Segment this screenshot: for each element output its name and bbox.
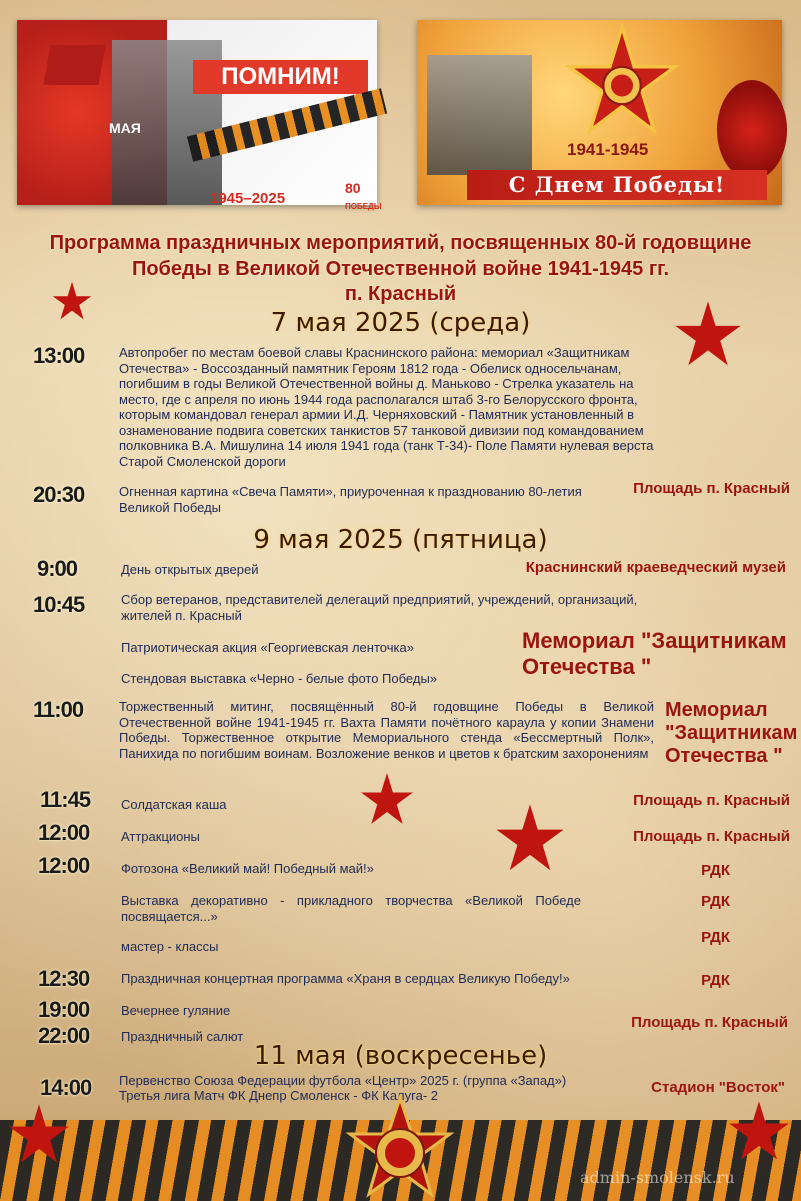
- event-place: РДК: [701, 862, 730, 879]
- memorial-place: Мемориал "Защитникам Отечества ": [522, 628, 787, 679]
- event-time: 12:00: [38, 853, 90, 878]
- red-star-icon: [495, 803, 565, 873]
- order-patriotic-war-icon: [330, 1098, 470, 1201]
- victory-day-greeting: С Днем Победы!: [467, 170, 767, 200]
- banner-pomnim: [17, 20, 382, 211]
- event-time: 10:45: [33, 592, 85, 617]
- banner-victory-day: [417, 20, 782, 205]
- event-place: РДК: [701, 929, 730, 946]
- event-place: РДК: [701, 893, 730, 910]
- event-description: День открытых дверей: [121, 562, 259, 577]
- event-place: Краснинский краеведческий музей: [525, 559, 786, 576]
- day-title-may-9: 9 мая 2025 (пятница): [253, 525, 548, 555]
- event-time: 14:00: [40, 1075, 92, 1100]
- event-place: РДК: [701, 972, 730, 989]
- carnations-icon: [717, 80, 787, 180]
- event-time: 19:00: [38, 997, 90, 1022]
- event-time: 11:00: [33, 697, 84, 722]
- banner-may-label: МАЯ: [109, 120, 141, 136]
- event-time: 9:00: [37, 556, 78, 581]
- event-place: Площадь п. Красный: [631, 1014, 788, 1031]
- war-photos-collage: [427, 55, 532, 175]
- event-time: 22:00: [38, 1023, 90, 1048]
- event-place: Площадь п. Красный: [633, 480, 790, 497]
- event-description: Праздничный салют: [121, 1029, 244, 1044]
- event-place: Площадь п. Красный: [633, 792, 790, 809]
- memorial-place-line: "Защитникам: [665, 722, 798, 744]
- event-place: Стадион "Восток": [651, 1079, 785, 1096]
- program-title-location: п. Красный: [344, 283, 457, 305]
- banner-title: ПОМНИМ!: [193, 60, 368, 94]
- event-time: 12:30: [38, 966, 90, 991]
- event-description: Солдатская каша: [121, 797, 227, 812]
- program-title-line2: Победы в Великой Отечественной войне 1941-1945 гг.: [131, 258, 670, 280]
- event-description: Огненная картина «Свеча Памяти», приуроченная к празднованию 80-летия Великой Победы: [119, 484, 582, 515]
- event-description-line: Третья лига Матч ФК Днепр Смоленск - ФК Калуга- 2: [119, 1088, 439, 1103]
- red-star-icon: [8, 1103, 70, 1165]
- banner-years: 1945–2025: [210, 190, 286, 207]
- day-title-may-7: 7 мая 2025 (среда): [270, 308, 531, 338]
- event-description: Вечернее гуляние: [121, 1003, 231, 1018]
- event-description: Стендовая выставка «Черно - белые фото Победы»: [121, 671, 438, 686]
- event-description-line: Первенство Союза Федерации футбола «Центр» 2025 г. (группа «Запад»): [119, 1073, 567, 1088]
- banner-80-logo: 80 ПОБЕДЫ: [345, 180, 382, 211]
- event-time: 13:00: [33, 343, 85, 368]
- event-description: Сбор ветеранов, представителей делегаций предприятий, учреждений, организаций, жителей п. Красный: [121, 592, 638, 623]
- memorial-place-line: Мемориал: [665, 699, 768, 721]
- memorial-place-block: [665, 699, 798, 768]
- event-place: Площадь п. Красный: [633, 828, 790, 845]
- event-time: 11:45: [40, 787, 91, 812]
- red-star-icon: [360, 772, 414, 826]
- event-description: мастер - классы: [121, 939, 219, 954]
- day-title-may-11: 11 мая (воскресенье): [253, 1041, 548, 1071]
- event-description: Праздничная концертная программа «Храня в сердцах Великую Победу!»: [121, 971, 570, 986]
- memorial-place-line: Отечества ": [665, 745, 783, 767]
- event-description: Выставка декоративно - прикладного творчества «Великой Победе посвящается...»: [121, 893, 581, 924]
- event-description: Торжественный митинг, посвящённый 80-й годовщине Победы в Великой Отечественной войне 1941-1945 гг. Вахта Памяти почётного караула у копии Знамени Победы. Торжественное открытие Мемориального стенда «Бессмертный Полк», Панихида по погибшим воинам. Возложение венков и цветов к братским захоронениям: [119, 699, 654, 761]
- event-description: Автопробег по местам боевой славы Краснинского района: мемориал «Защитникам Отечества» - Воссозданный памятник Героям 1812 года - Обелиск односельчанам, погибшим в годы Великой Отечественной войны д. Маньково - Стрелка указатель на место, где с апреля по июнь 1944 года располагался штаб 3-го Белорусского фронта, которым командовал генерал армии И.Д. Черняховский - Памятник установленный в ознаменование подвига советских танкистов 57 танковой дивизии под командованием полковника В.А. Мишулина 14 июля 1941 года (танк Т-34)- Поле Памяти нулевая верста Старой Смоленской дороги: [119, 345, 654, 469]
- victory-flag-icon: [43, 45, 105, 85]
- banner-war-years: 1941-1945: [567, 140, 649, 159]
- event-time: 20:30: [33, 482, 85, 507]
- watermark: admin-smolensk.ru: [580, 1168, 735, 1187]
- order-patriotic-war-icon: [567, 25, 677, 135]
- event-description: Патриотическая акция «Георгиевская ленточка»: [121, 640, 414, 655]
- event-description: Аттракционы: [121, 829, 200, 844]
- program-title-line1: Программа праздничных мероприятий, посвященных 80-й годовщине: [49, 232, 752, 254]
- event-description: Фотозона «Великий май! Победный май!»: [121, 861, 374, 876]
- event-time: 12:00: [38, 820, 90, 845]
- red-star-icon: [728, 1100, 790, 1162]
